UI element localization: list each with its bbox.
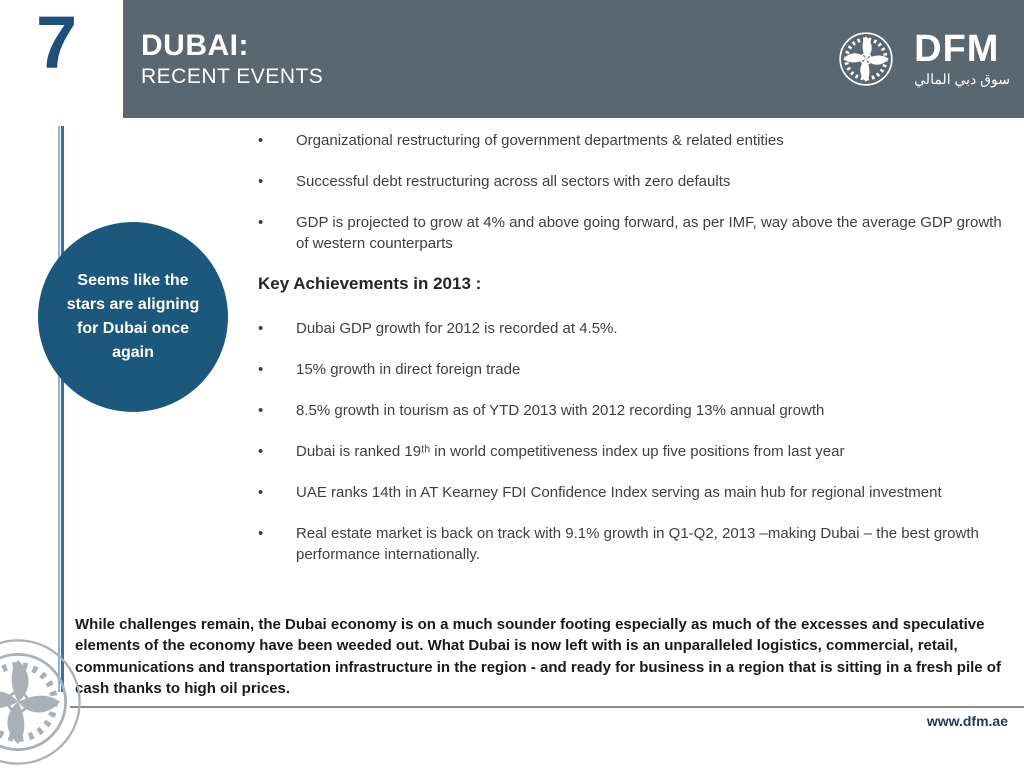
bullet-marker bbox=[258, 318, 296, 339]
website-link[interactable]: www.dfm.ae bbox=[926, 713, 1008, 729]
bullet-text: Dubai GDP growth for 2012 is recorded at 4.5%. bbox=[296, 320, 618, 337]
bullet-text: Real estate market is back on track with 9.1% growth in Q1-Q2, 2013 –making Dubai – the best growth performance internationally. bbox=[296, 525, 979, 563]
bullet-marker bbox=[258, 359, 296, 380]
bullet-text: Organizational restructuring of government departments & related entities bbox=[296, 132, 784, 149]
logo-name: DFM bbox=[914, 28, 1000, 70]
dfm-rosette-watermark-icon bbox=[0, 632, 88, 768]
logo-text bbox=[914, 30, 1010, 88]
bullet-marker bbox=[258, 400, 296, 421]
bullet-item bbox=[258, 212, 1010, 254]
header-text bbox=[141, 29, 323, 89]
bullet-text: 15% growth in direct foreign trade bbox=[296, 361, 521, 378]
bullet-item bbox=[258, 318, 1010, 339]
bullet-marker bbox=[258, 171, 296, 192]
dfm-rosette-icon bbox=[828, 21, 904, 97]
bullet-text: GDP is projected to grow at 4% and above going forward, as per IMF, way above the average GDP growth of western counterparts bbox=[296, 214, 1002, 252]
bullet-item bbox=[258, 130, 1010, 151]
bullet-marker bbox=[258, 212, 296, 254]
bullet-text: Successful debt restructuring across all sectors with zero defaults bbox=[296, 173, 731, 190]
callout-circle bbox=[38, 222, 228, 412]
bullet-item bbox=[258, 441, 1010, 462]
callout-text: Seems like the stars are aligning for Dubai once again bbox=[66, 272, 200, 361]
bullet-marker bbox=[258, 441, 296, 462]
logo-arabic-text: سوق دبي المالي bbox=[914, 71, 1010, 87]
header-bar bbox=[123, 0, 1024, 118]
bullet-marker bbox=[258, 523, 296, 565]
page-subtitle: RECENT EVENTS bbox=[141, 65, 324, 88]
slide-number: 7 bbox=[36, 1, 78, 84]
bullet-text: Dubai is ranked 19ᵗʰ in world competitiveness index up five positions from last year bbox=[296, 443, 845, 460]
section-heading: Key Achievements in 2013 : bbox=[258, 274, 482, 293]
dfm-logo bbox=[828, 21, 1010, 97]
main-content bbox=[258, 130, 1010, 585]
page-title: DUBAI: bbox=[141, 29, 249, 62]
bullet-item bbox=[258, 171, 1010, 192]
footer-summary: While challenges remain, the Dubai economy is on a much sounder footing especially as much of the excesses and speculative elements of the economy have been weeded out. What Dubai is now left with is an unparalleled logistics, commercial, retail, communications and transportation infrastructure in the region - and ready for business in a region that is sitting in a fresh pile of cash thanks to high oil prices. bbox=[75, 616, 1001, 697]
footer-divider bbox=[70, 706, 1024, 708]
bullet-marker bbox=[258, 130, 296, 151]
bullet-text: 8.5% growth in tourism as of YTD 2013 with 2012 recording 13% annual growth bbox=[296, 402, 825, 419]
bullet-item bbox=[258, 523, 1010, 565]
bullet-text: UAE ranks 14th in AT Kearney FDI Confidence Index serving as main hub for regional investment bbox=[296, 484, 942, 501]
bullet-marker bbox=[258, 482, 296, 503]
bullet-item bbox=[258, 400, 1010, 421]
left-accent-line bbox=[58, 126, 64, 692]
bullet-item bbox=[258, 482, 1010, 503]
bullet-item bbox=[258, 359, 1010, 380]
